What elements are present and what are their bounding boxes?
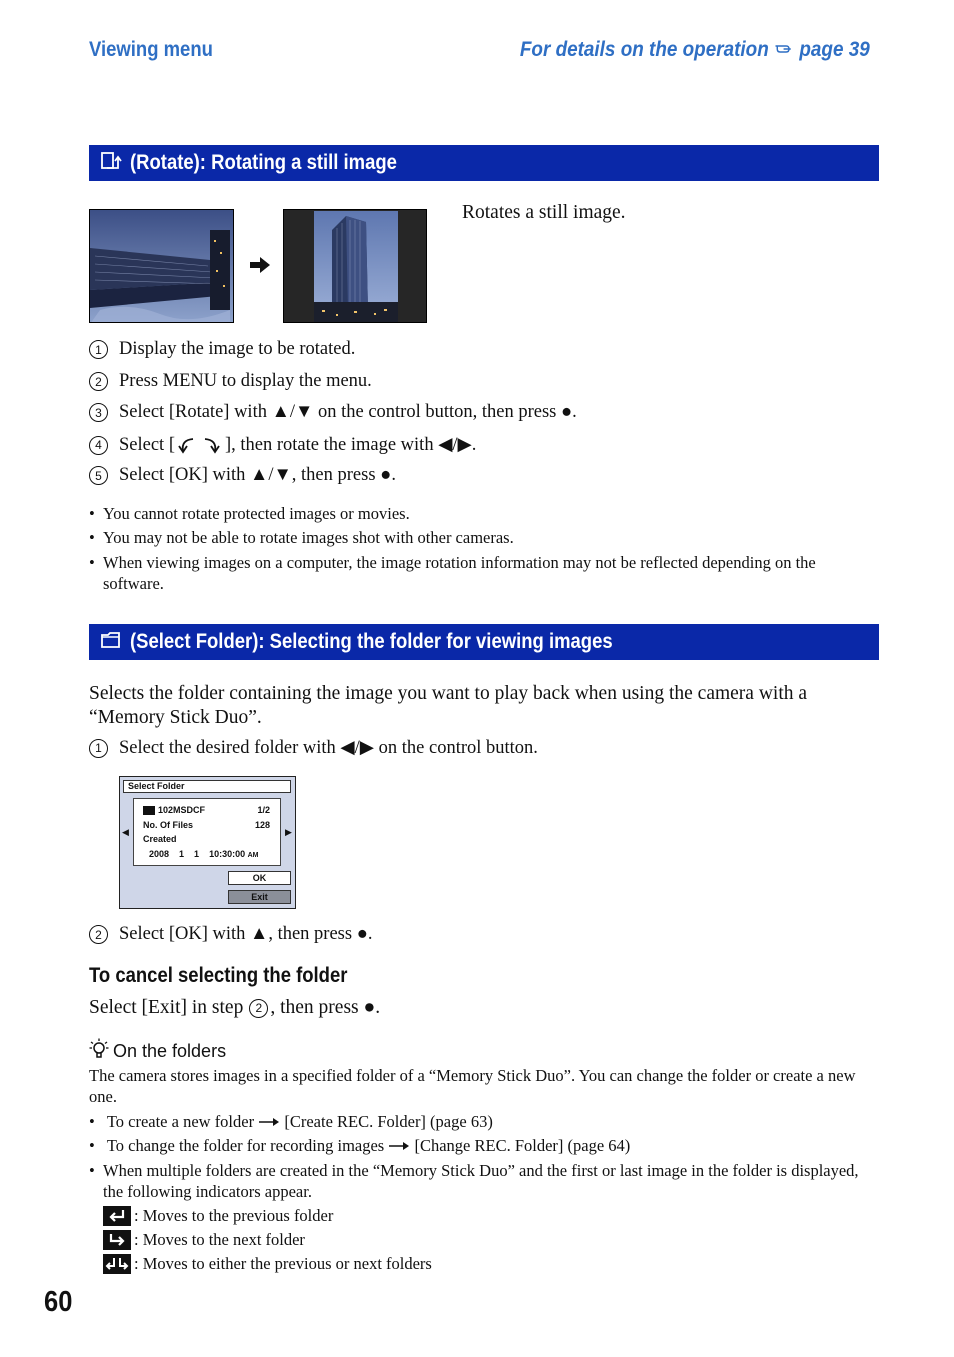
step-number: 5 (89, 466, 108, 485)
step-text: Select [OK] with ▲/▼, then press ●. (119, 465, 396, 485)
cancel-step-number: 2 (249, 999, 268, 1018)
tip-heading (89, 1038, 226, 1065)
folder-step-2 (89, 924, 373, 945)
rotate-section-title: (Rotate): Rotating a still image (130, 151, 397, 174)
tip-body: The camera stores images in a specified folder of a “Memory Stick Duo”. You can change the folder or create a new one. (89, 1066, 856, 1106)
step-number: 4 (89, 436, 108, 455)
next-folder-icon (103, 1230, 131, 1250)
page-number: 60 (44, 1286, 73, 1318)
tip-bullet-1: • To create a new folder [Create REC. Folder] (page 63) (89, 1111, 879, 1132)
previous-folder-icon (103, 1206, 131, 1226)
screen-exit-button[interactable]: Exit (228, 890, 291, 904)
rotate-step-5 (89, 465, 396, 486)
screen-title: Select Folder (123, 780, 291, 793)
indicator-text: : Moves to either the previous or next folders (134, 1254, 432, 1273)
step-number: 2 (89, 372, 108, 391)
rotate-step-1 (89, 339, 355, 360)
rotate-section-bar (89, 145, 879, 181)
step-number: 2 (89, 925, 108, 944)
step-text: Select the desired folder with ◀/▶ on the control button. (119, 738, 538, 758)
created-time: 10:30:00 AM (209, 849, 259, 859)
lightbulb-icon (89, 1038, 109, 1065)
step-text: Press MENU to display the menu. (119, 371, 372, 391)
rotate-note-3: • When viewing images on a computer, the image rotation information may not be reflected depending on the software. (89, 552, 879, 594)
tip-bullet-2: • To change the folder for recording images [Change REC. Folder] (page 64) (89, 1135, 879, 1156)
indicator-next-folder (103, 1230, 305, 1250)
step-text: Select [Rotate] with ▲/▼ on the control button, then press ●. (119, 402, 577, 422)
details-page: page 39 (799, 38, 870, 61)
cancel-text-a: Select [Exit] in step (89, 997, 244, 1018)
rotate-step-2 (89, 371, 372, 392)
folder-intro: Selects the folder containing the image you want to play back when using the camera with a “Memory Stick Duo”. (89, 683, 808, 728)
screen-right-arrow-icon[interactable]: ▶ (285, 827, 292, 837)
step-number: 1 (89, 739, 108, 758)
folder-page: 1/2 (257, 805, 270, 815)
right-arrow-icon (249, 256, 271, 279)
indicator-text: : Moves to the previous folder (134, 1206, 334, 1225)
folder-icon (100, 630, 122, 655)
created-label: Created (143, 834, 177, 844)
files-label: No. Of Files (143, 820, 194, 830)
cancel-heading: To cancel selecting the folder (89, 964, 348, 987)
rotate-step-4 (89, 434, 476, 456)
pointing-hand-icon (774, 38, 794, 62)
indicator-text: : Moves to the next folder (134, 1230, 305, 1249)
cancel-text (89, 997, 380, 1019)
created-month: 1 (179, 849, 185, 859)
folder-name: 102MSDCF (158, 805, 206, 815)
indicator-previous-folder (103, 1206, 333, 1226)
folder-section-title: (Select Folder): Selecting the folder for viewing images (130, 630, 613, 653)
select-folder-screen (119, 776, 296, 909)
tip-heading-text: On the folders (113, 1041, 227, 1061)
created-year: 2008 (149, 849, 170, 859)
rotate-note-2: • You may not be able to rotate images shot with other cameras. (89, 527, 879, 548)
rotate-icon (100, 150, 122, 177)
step-text: Display the image to be rotated. (119, 339, 356, 359)
details-prefix: For details on the operation (520, 38, 770, 61)
step-text-b: ], then rotate the image with ◀/▶. (225, 435, 477, 455)
photo-before-rotate (89, 209, 234, 323)
folder-step-1 (89, 737, 538, 759)
rotate-step-3 (89, 402, 577, 423)
created-day: 1 (194, 849, 200, 859)
step-number: 3 (89, 403, 108, 422)
rotate-direction-icons (177, 435, 223, 455)
photo-after-rotate (283, 209, 427, 323)
tip-bullet-3: • When multiple folders are created in the “Memory Stick Duo” and the first or last image in the folder is displayed, the following indicators appear. (89, 1160, 879, 1202)
step-number: 1 (89, 340, 108, 359)
rotate-intro: Rotates a still image. (462, 202, 626, 223)
folder-info-panel (133, 798, 281, 866)
previous-next-folder-icon (103, 1254, 131, 1274)
screen-left-arrow-icon[interactable]: ◀ (122, 827, 129, 837)
indicator-either-folder (103, 1254, 432, 1274)
files-value: 128 (254, 820, 270, 830)
cancel-text-b: , then press ●. (270, 997, 381, 1018)
right-long-arrow-icon (388, 1135, 410, 1156)
rotate-note-1: • You cannot rotate protected images or movies. (89, 503, 879, 524)
step-text: Select [OK] with ▲, then press ●. (119, 924, 373, 944)
folder-small-icon (143, 806, 155, 815)
step-text-a: Select [ (119, 434, 175, 455)
folder-section-bar (89, 624, 879, 660)
section-header: Viewing menu (89, 38, 213, 61)
details-reference (520, 38, 870, 62)
right-long-arrow-icon (258, 1111, 280, 1132)
screen-ok-button[interactable]: OK (228, 871, 291, 885)
created-datetime (149, 849, 259, 859)
